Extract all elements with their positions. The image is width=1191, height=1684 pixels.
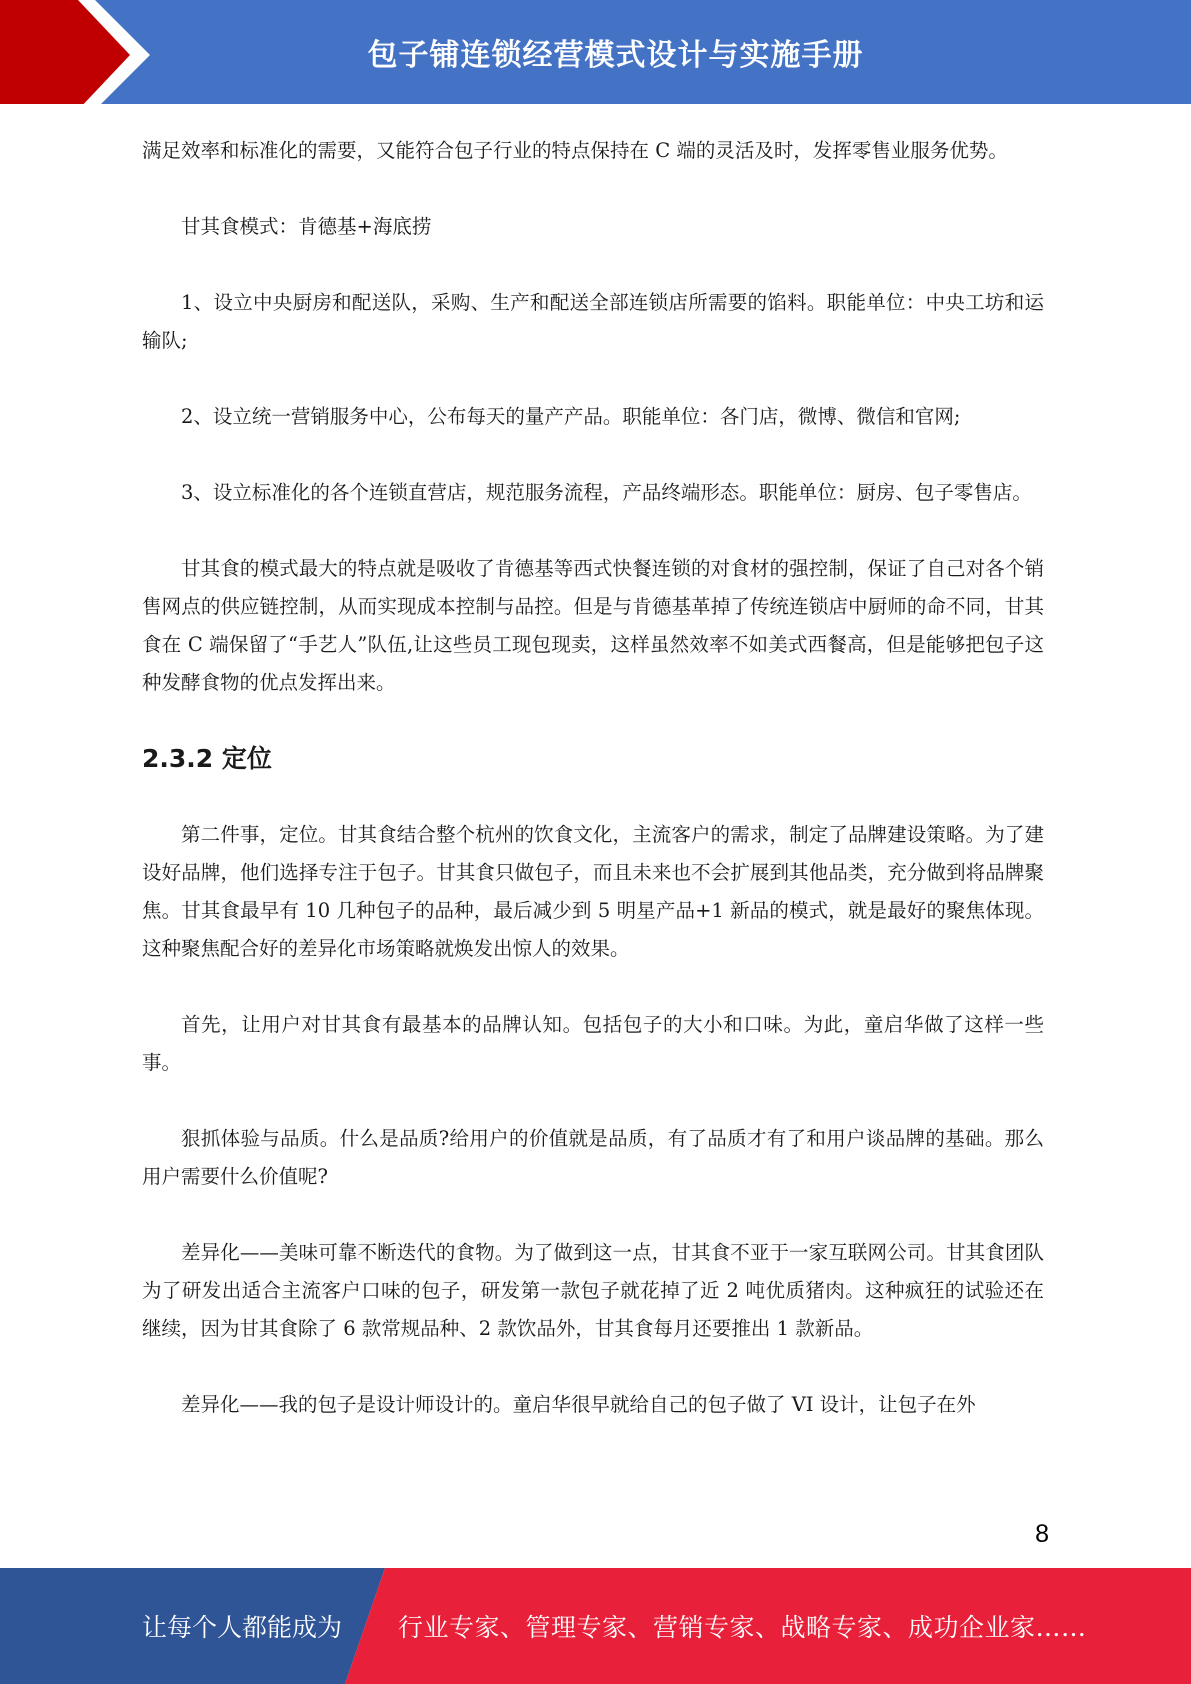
page-number: 8 bbox=[1035, 1520, 1049, 1548]
footer-slogan-left: 让每个人都能成为 bbox=[142, 1613, 343, 1642]
paragraph: 满足效率和标准化的需要，又能符合包子行业的特点保持在 C 端的灵活及时，发挥零售业服务优势。 bbox=[142, 139, 1008, 162]
paragraph: 甘其食的模式最大的特点就是吸收了肯德基等西式快餐连锁的对食材的强控制，保证了自己对各个销售网点的供应链控制，从而实现成本控制与品控。但是与肯德基革掉了传统连锁店中厨师的命不同，甘其食在 C 端保留了“手艺人”队伍,让这些员工现包现卖，这样虽然效率不如美式西餐高，但是能够把包子这种发酵食物的优点发挥出来。 bbox=[142, 557, 1044, 694]
paragraph: 3、设立标准化的各个连锁直营店，规范服务流程，产品终端形态。职能单位：厨房、包子零售店。 bbox=[181, 481, 1032, 504]
paragraph: 2、设立统一营销服务中心，公布每天的量产产品。职能单位：各门店，微博、微信和官网; bbox=[181, 405, 961, 428]
header-title: 包子铺连锁经营模式设计与实施手册 bbox=[367, 38, 864, 73]
document-body bbox=[142, 132, 1044, 1462]
paragraph: 差异化——我的包子是设计师设计的。童启华很早就给自己的包子做了 VI 设计，让包子在外 bbox=[181, 1393, 976, 1416]
paragraph: 1、设立中央厨房和配送队，采购、生产和配送全部连锁店所需要的馅料。职能单位：中央工坊和运输队; bbox=[142, 291, 1044, 352]
page-footer bbox=[0, 1568, 1191, 1684]
paragraph: 差异化——美味可靠不断迭代的食物。为了做到这一点，甘其食不亚于一家互联网公司。甘其食团队为了研发出适合主流客户口味的包子，研发第一款包子就花掉了近 2 吨优质猪肉。这种疯狂的试验还在继续，因为甘其食除了 6 款常规品种、2 款饮品外，甘其食每月还要推出 1 款新品。 bbox=[142, 1241, 1044, 1340]
page-header bbox=[0, 0, 1191, 110]
paragraph: 第二件事，定位。甘其食结合整个杭州的饮食文化，主流客户的需求，制定了品牌建设策略。为了建设好品牌，他们选择专注于包子。甘其食只做包子，而且未来也不会扩展到其他品类，充分做到将品牌聚焦。甘其食最早有 10 几种包子的品种，最后减少到 5 明星产品+1 新品的模式，就是最好的聚焦体现。这种聚焦配合好的差异化市场策略就焕发出惊人的效果。 bbox=[142, 823, 1044, 960]
section-heading: 2.3.2 定位 bbox=[142, 744, 272, 773]
paragraph: 首先，让用户对甘其食有最基本的品牌认知。包括包子的大小和口味。为此，童启华做了这样一些事。 bbox=[142, 1013, 1044, 1074]
footer-slogan-right: 行业专家、管理专家、营销专家、战略专家、成功企业家…… bbox=[398, 1613, 1087, 1642]
paragraph: 甘其食模式：肯德基+海底捞 bbox=[181, 215, 432, 238]
paragraph: 狠抓体验与品质。什么是品质?给用户的价值就是品质，有了品质才有了和用户谈品牌的基础。那么用户需要什么价值呢? bbox=[142, 1127, 1044, 1188]
